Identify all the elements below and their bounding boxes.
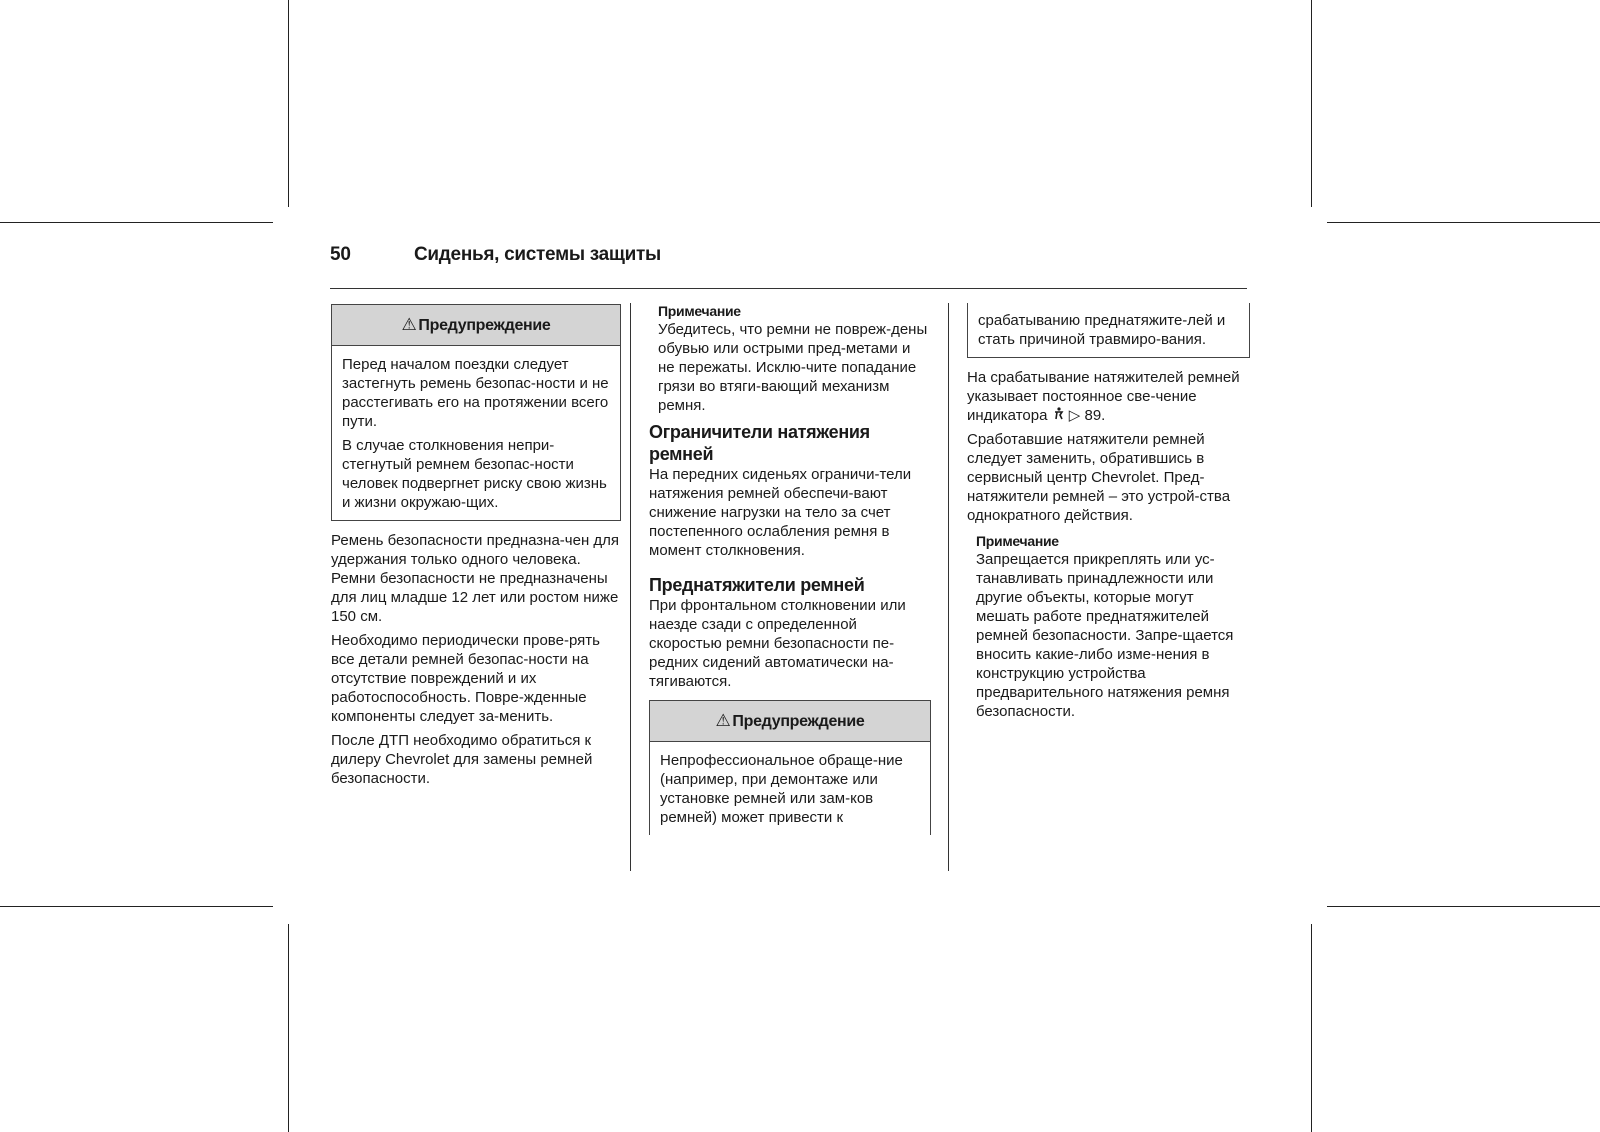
body-paragraph xyxy=(967,368,1250,425)
note-text: Убедитесь, что ремни не повреж-дены обувью или острыми пред-метами и не пережаты. Исклю-чите попадание грязи во втяги-вающий механизм ремня. xyxy=(658,321,928,414)
note-block xyxy=(976,533,1250,721)
column-2 xyxy=(649,303,931,845)
column-divider xyxy=(630,303,631,871)
crop-mark xyxy=(1327,222,1600,223)
page-ref-link[interactable]: 89. xyxy=(1084,407,1106,424)
warning-triangle-icon: ⚠ xyxy=(401,315,417,334)
warning-triangle-icon: ⚠ xyxy=(715,711,731,730)
warning-title: Предупреждение xyxy=(732,713,865,730)
page-ref-icon: ▷ xyxy=(1068,407,1081,424)
body-paragraph: Ремень безопасности предназна-чен для удержания только одного человека. Ремни безопасности не предназначены для лиц младше 12 лет или ростом ниже 150 см. xyxy=(331,532,620,625)
body-paragraph: Необходимо периодически прове-рять все детали ремней безопас-ности на отсутствие повреждений и их работоспособность. Повре-жденные компоненты следует за-менить. xyxy=(331,632,600,725)
crop-mark xyxy=(0,906,273,907)
warning-body xyxy=(968,303,1249,357)
warning-paragraph: Непрофессиональное обраще-ние (например, при демонтаже или установке ремней или зам-ков ремней) может привести к xyxy=(660,752,903,826)
subsection-heading: Преднатяжители ремней xyxy=(649,575,865,595)
note-title: Примечание xyxy=(658,303,741,319)
warning-header xyxy=(650,701,930,742)
column-1 xyxy=(331,303,621,793)
warning-paragraph: срабатыванию преднатяжите-лей и стать причиной травмиро-вания. xyxy=(978,312,1226,348)
column-3 xyxy=(967,303,1250,727)
warning-title: Предупреждение xyxy=(418,317,551,334)
body-paragraph: Сработавшие натяжители ремней следует заменить, обратившись в сервисный центр Chevrolet. Пред-натяжители ремней – это устрой-ства однократного действия. xyxy=(967,431,1231,524)
warning-paragraph: В случае столкновения непри-стегнутый ремнем безопас-ности человек подвергнет риску свою жизнь и жизни окружаю-щих. xyxy=(342,437,607,511)
crop-mark xyxy=(0,222,273,223)
crop-mark xyxy=(288,0,289,207)
note-title: Примечание xyxy=(976,533,1059,549)
warning-box xyxy=(649,700,931,835)
warning-header xyxy=(332,305,620,346)
subsection-heading: Ограничители натяжения ремней xyxy=(649,422,870,464)
body-paragraph: После ДТП необходимо обратиться к дилеру Chevrolet для замены ремней безопасности. xyxy=(331,732,593,787)
column-divider xyxy=(948,303,949,871)
warning-body xyxy=(650,742,930,835)
warning-paragraph: Перед началом поездки следует застегнуть ремень безопас-ности и не расстегивать его на протяжении всего пути. xyxy=(342,356,609,430)
crop-mark xyxy=(1311,0,1312,207)
warning-body xyxy=(332,346,620,520)
note-text: Запрещается прикреплять или ус-танавливать принадлежности или другие объекты, которые могут мешать работе преднатяжителей ремней безопасности. Запре-щается вносить какие-либо изме-нения в конструкцию устройства предварительного натяжения ремня безопасности. xyxy=(976,551,1234,720)
seatbelt-tensioner-icon xyxy=(1052,406,1065,425)
crop-mark xyxy=(288,924,289,1132)
warning-box-continued xyxy=(967,303,1250,358)
indicator-text: На срабатывание натяжителей ремней указывает постоянное све-чение индикатора xyxy=(967,369,1240,424)
body-paragraph: На передних сиденьях ограничи-тели натяжения ремней обеспечи-вают снижение нагрузки на тело за счет постепенного ослабления ремня в момент столкновения. xyxy=(649,466,912,559)
page-header xyxy=(330,244,1247,289)
crop-mark xyxy=(1327,906,1600,907)
note-block xyxy=(658,303,931,415)
warning-box xyxy=(331,304,621,521)
section-title: Сиденья, системы защиты xyxy=(414,244,661,265)
body-paragraph: При фронтальном столкновении или наезде сзади с определенной скоростью ремни безопасности пе-редних сидений автоматически на-тягиваются. xyxy=(649,597,906,690)
crop-mark xyxy=(1311,924,1312,1132)
page-number: 50 xyxy=(330,244,351,265)
